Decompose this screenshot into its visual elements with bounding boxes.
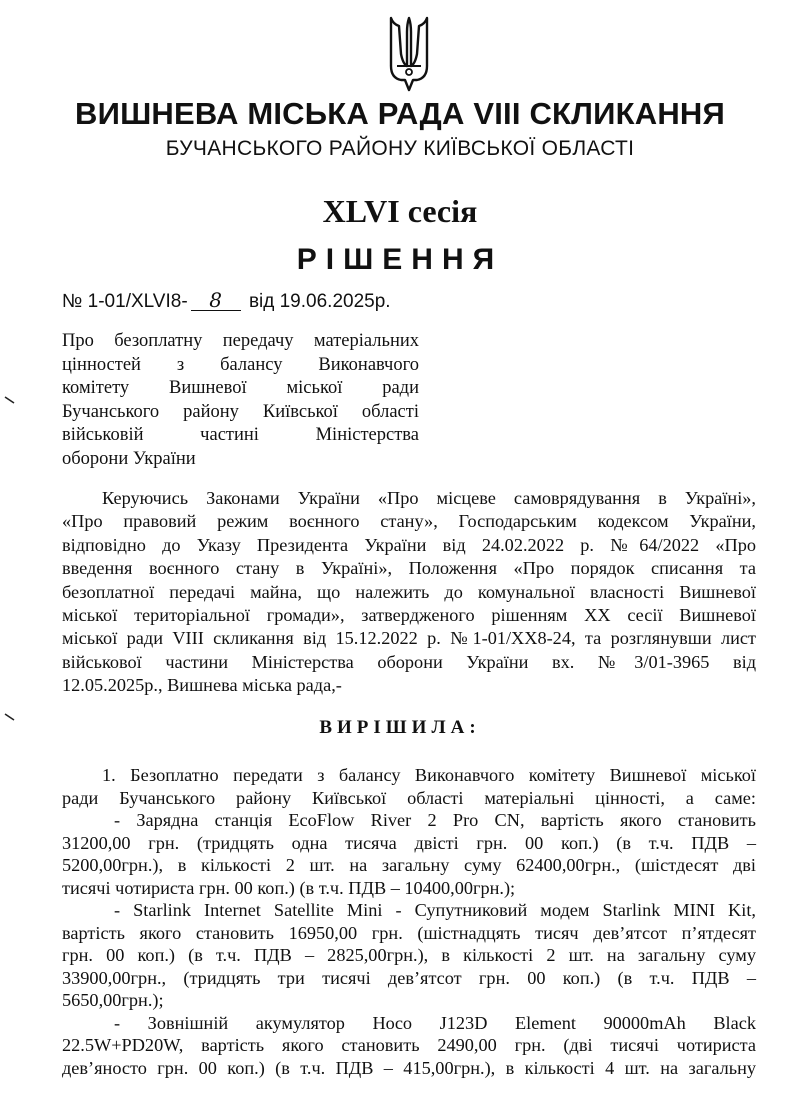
decision-items — [62, 764, 756, 1079]
item-line: 5200,00грн.), в кількості 2 шт. на загальну суму 62400,00грн., (шістдесят дві — [62, 855, 756, 875]
item-line: дев’яносто грн. 00 коп.) (в т.ч. ПДВ – 415,00грн.), в кількості 4 шт. на загальну — [62, 1057, 756, 1078]
session-title: XLVI сесія — [322, 193, 478, 229]
preamble-line: безоплатної передачі майна, що належить до комунальної власності Вишневої — [62, 581, 756, 602]
preamble-line: міської територіальної громади», затвердженого рішенням ХХ сесії Вишневої — [62, 605, 756, 626]
preamble-line: введення воєнного стану в Україні», Положення «Про порядок списання та — [62, 558, 756, 579]
item-line: 1. Безоплатно передати з балансу Виконавчого комітету Вишневої міської — [102, 765, 756, 785]
decision-number — [62, 290, 391, 313]
item-line: 5650,00грн.); — [62, 990, 164, 1010]
preamble-line: міської ради VIII скликання від 15.12.2022 р. №1-01/ХХ8-24, та розглянувши лист — [62, 628, 756, 649]
item-line: ради Бучанського району Київської області матеріальні цінності, а саме: — [62, 787, 756, 808]
item-line: 33900,00грн., (тридцять три тисячі дев’ятсот грн. 00 коп.) (в т.ч. ПДВ – — [62, 967, 756, 988]
item-line: грн. 00 коп.) (в т.ч. ПДВ – 2825,00грн.), в кількості 2 шт. на загальну суму — [62, 945, 756, 965]
item-line: - Starlink Internet Satellite Mini - Супутниковий модем Starlink MINI Kit, — [114, 900, 756, 920]
decision-subject — [62, 330, 419, 471]
item-line: 31200,00 грн. (тридцять одна тисяча двісті грн. 00 коп.) (в т.ч. ПДВ – — [62, 832, 756, 853]
subject-line: цінностей з балансу Виконавчого — [62, 354, 419, 375]
preamble-line: «Про правовий режим воєнного стану», Господарським кодексом України, — [62, 511, 756, 532]
subject-line: військовій частині Міністерства — [62, 425, 419, 445]
subject-line: комітету Вишневої міської ради — [62, 378, 419, 398]
item-line: - Зовнішній акумулятор Hoco J123D Element 90000mAh Black — [114, 1012, 756, 1033]
preamble-line: військової частини Міністерства оборони України вх. №3/01-3965 від — [62, 651, 756, 672]
district-name: БУЧАНСЬКОГО РАЙОНУ КИЇВСЬКОЇ ОБЛАСТІ — [165, 137, 635, 160]
subject-line: оборони України — [62, 448, 196, 469]
item-line: - Зарядна станція EcoFlow River 2 Pro CN, вартість якого становить — [114, 810, 756, 830]
preamble-line: Керуючись Законами України «Про місцеве самоврядування в Україні», — [102, 488, 756, 508]
item-line: вартість якого становить 16950,00 грн. (шістнадцять тисяч дев’ятсот п’ятдесят — [62, 922, 756, 943]
council-name: ВИШНЕВА МІСЬКА РАДА VIII СКЛИКАННЯ — [75, 96, 725, 131]
preamble-line: відповідно до Указу Президента України від 24.02.2022 р. №64/2022 «Про — [62, 534, 756, 555]
scan-mark-icon — [4, 712, 16, 722]
item-line: тисячі чотириста грн. 00 коп.) (в т.ч. ПДВ – 10400,00грн.); — [62, 877, 516, 898]
scan-mark-icon — [4, 395, 16, 405]
preamble — [62, 487, 756, 698]
document-type: РІШЕННЯ — [296, 243, 504, 276]
decision-date: від 19.06.2025р. — [248, 291, 391, 312]
handwritten-number: 8 — [191, 290, 241, 311]
trident-emblem-icon — [385, 14, 433, 94]
decision-number-prefix: № 1-01/XLVI8- — [62, 291, 188, 312]
subject-line: Про безоплатну передачу матеріальних — [62, 331, 419, 351]
subject-line: Бучанського району Київської області — [62, 401, 419, 422]
item-line: 22.5W+PD20W, вартість якого становить 2490,00 грн. (дві тисячі чотириста — [62, 1035, 756, 1055]
resolved-heading: ВИРІШИЛА: — [319, 717, 481, 738]
preamble-line: 12.05.2025р., Вишнева міська рада,- — [62, 675, 342, 696]
